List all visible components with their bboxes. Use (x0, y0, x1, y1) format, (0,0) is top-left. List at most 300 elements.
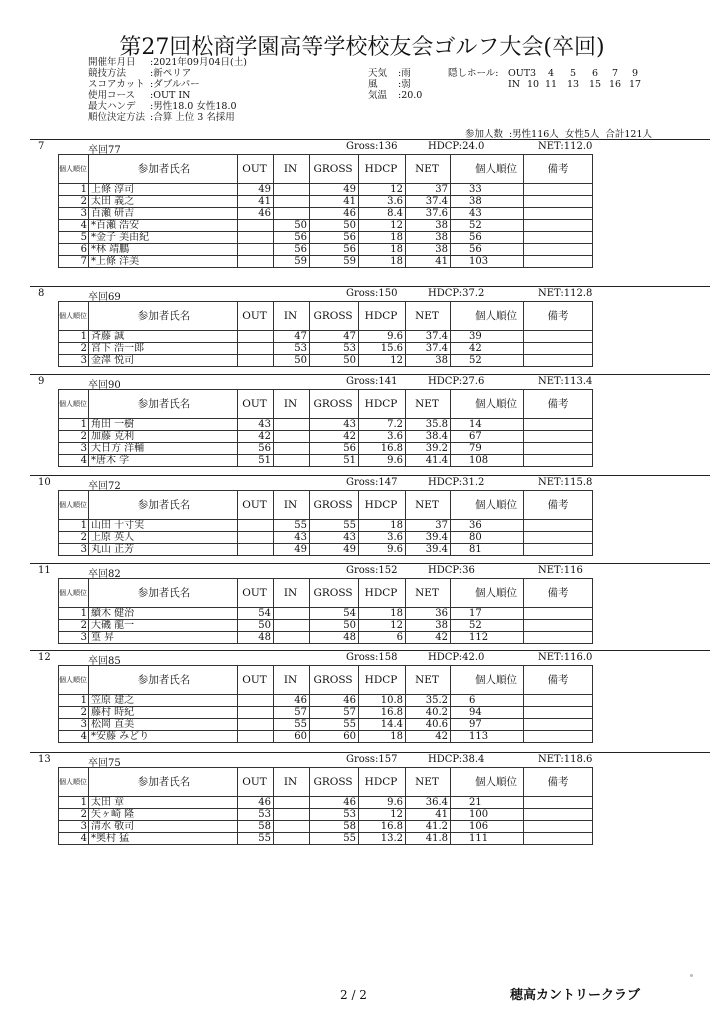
player-name: 宮下 浩一郎 (89, 343, 238, 355)
header-net: NET (406, 155, 451, 184)
player-name: 大磯 龍一 (89, 620, 238, 632)
team-name: 卒回72 (88, 481, 121, 492)
individual-rank: 33 (451, 184, 524, 196)
info-score-cut: スコアカット :ダブルパー (88, 79, 200, 90)
player-number: 2 (59, 343, 89, 355)
net-score: 35.8 (406, 419, 451, 431)
header-gross: GROSS (310, 768, 359, 797)
gross-score: 55 (310, 719, 359, 731)
player-number: 3 (59, 355, 89, 367)
player-name: 太田 章 (89, 797, 238, 809)
header-name: 参加者氏名 (89, 491, 238, 520)
individual-rank: 103 (451, 256, 524, 268)
score-table (58, 154, 593, 268)
table-row (59, 443, 593, 455)
player-number: 3 (59, 719, 89, 731)
in-score (274, 797, 310, 809)
hdcp: 12 (359, 184, 406, 196)
note (524, 196, 593, 208)
gross-score: 60 (310, 731, 359, 743)
note (524, 731, 593, 743)
header-gross: GROSS (310, 302, 359, 331)
header-gross: GROSS (310, 579, 359, 608)
player-number: 3 (59, 544, 89, 556)
out-score (238, 520, 274, 532)
gross-score: 46 (310, 208, 359, 220)
player-number: 1 (59, 695, 89, 707)
out-score (238, 331, 274, 343)
note (524, 443, 593, 455)
net-score: 38 (406, 355, 451, 367)
gross-score: 56 (310, 232, 359, 244)
participant-count: 参加人数 :男性116人 女性5人 合計121人 (464, 129, 652, 140)
net-score: 36 (406, 608, 451, 620)
team-rank: 13 (38, 754, 51, 765)
player-name: *上條 洋美 (89, 256, 238, 268)
header-hdcp: HDCP (359, 302, 406, 331)
hdcp: 12 (359, 809, 406, 821)
net-score: 38 (406, 220, 451, 232)
hdcp: 16.8 (359, 443, 406, 455)
score-table (58, 578, 593, 644)
net-score: 41.2 (406, 821, 451, 833)
note (524, 184, 593, 196)
player-number: 2 (59, 620, 89, 632)
hdcp: 15.6 (359, 343, 406, 355)
team-header (30, 375, 710, 389)
in-score (274, 620, 310, 632)
temperature: 気温 :20.0 (368, 90, 423, 101)
net-score: 36.4 (406, 797, 451, 809)
team-block (30, 752, 710, 844)
out-score: 48 (238, 632, 274, 644)
team-rank: 9 (38, 376, 45, 387)
gross-score: 53 (310, 343, 359, 355)
gross-score: 41 (310, 196, 359, 208)
player-number: 1 (59, 331, 89, 343)
player-number: 3 (59, 443, 89, 455)
hdcp: 16.8 (359, 707, 406, 719)
header-in: IN (274, 491, 310, 520)
net-score: 35.2 (406, 695, 451, 707)
score-table (58, 389, 593, 467)
out-score (238, 731, 274, 743)
hdcp: 9.6 (359, 455, 406, 467)
table-header-row (59, 579, 593, 608)
note (524, 719, 593, 731)
net-score: 38 (406, 232, 451, 244)
club-name: 穂高カントリークラブ (510, 988, 641, 1003)
note (524, 220, 593, 232)
info-max-handicap: 最大ハンデ :男性18.0 女性18.0 (88, 101, 237, 112)
individual-rank: 56 (451, 244, 524, 256)
in-score (274, 809, 310, 821)
team-name: 卒回85 (88, 656, 121, 667)
individual-rank: 80 (451, 532, 524, 544)
net-score: 42 (406, 731, 451, 743)
in-score (274, 431, 310, 443)
table-row (59, 731, 593, 743)
player-number: 2 (59, 707, 89, 719)
header-rank: 個人順位 (59, 491, 89, 520)
in-score (274, 443, 310, 455)
player-number: 1 (59, 184, 89, 196)
info-method: 競技方法 :新ペリア (88, 68, 192, 79)
note (524, 232, 593, 244)
hdcp: 12 (359, 220, 406, 232)
header-hdcp: HDCP (359, 390, 406, 419)
table-header-row (59, 768, 593, 797)
hdcp: 9.6 (359, 797, 406, 809)
out-score: 46 (238, 208, 274, 220)
out-score (238, 695, 274, 707)
gross-score: 54 (310, 608, 359, 620)
header-hdcp: HDCP (359, 579, 406, 608)
player-number: 6 (59, 244, 89, 256)
team-name: 卒回75 (88, 758, 121, 769)
individual-rank: 52 (451, 620, 524, 632)
gross-score: 59 (310, 256, 359, 268)
team-hdcp: HDCP:27.6 (428, 376, 485, 387)
player-number: 3 (59, 821, 89, 833)
player-name: 笠原 建之 (89, 695, 238, 707)
player-number: 4 (59, 731, 89, 743)
team-block (30, 475, 710, 555)
header-indiv-rank: 個人順位 (451, 302, 524, 331)
hdcp: 13.2 (359, 833, 406, 845)
individual-rank: 52 (451, 220, 524, 232)
header-indiv-rank: 個人順位 (451, 491, 524, 520)
net-score: 37 (406, 184, 451, 196)
team-name: 卒回69 (88, 292, 121, 303)
individual-rank: 21 (451, 797, 524, 809)
gross-score: 48 (310, 632, 359, 644)
individual-rank: 36 (451, 520, 524, 532)
note (524, 532, 593, 544)
header-note: 備考 (524, 768, 593, 797)
in-score: 50 (274, 220, 310, 232)
player-number: 2 (59, 431, 89, 443)
header-name: 参加者氏名 (89, 390, 238, 419)
header-net: NET (406, 390, 451, 419)
player-name: *奥村 猛 (89, 833, 238, 845)
team-hdcp: HDCP:42.0 (428, 652, 485, 663)
team-header (30, 753, 710, 767)
out-score: 42 (238, 431, 274, 443)
individual-rank: 43 (451, 208, 524, 220)
table-header-row (59, 390, 593, 419)
note (524, 833, 593, 845)
header-out: OUT (238, 302, 274, 331)
note (524, 821, 593, 833)
hdcp: 3.6 (359, 196, 406, 208)
hdcp: 18 (359, 256, 406, 268)
individual-rank: 14 (451, 419, 524, 431)
header-rank: 個人順位 (59, 155, 89, 184)
score-table (58, 767, 593, 845)
gross-score: 46 (310, 695, 359, 707)
player-number: 4 (59, 220, 89, 232)
team-net: NET:116 (538, 565, 583, 576)
player-number: 1 (59, 797, 89, 809)
table-row (59, 232, 593, 244)
player-name: *金子 美由紀 (89, 232, 238, 244)
player-name: 松岡 直美 (89, 719, 238, 731)
team-name: 卒回77 (88, 145, 121, 156)
team-net: NET:112.0 (538, 141, 593, 152)
gross-score: 43 (310, 532, 359, 544)
player-number: 1 (59, 419, 89, 431)
table-header-row (59, 666, 593, 695)
header-hdcp: HDCP (359, 666, 406, 695)
individual-rank: 39 (451, 331, 524, 343)
header-gross: GROSS (310, 666, 359, 695)
table-row (59, 355, 593, 367)
out-score: 49 (238, 184, 274, 196)
table-row (59, 431, 593, 443)
team-gross: Gross:150 (346, 288, 398, 299)
out-score: 54 (238, 608, 274, 620)
page-number: 2 / 2 (340, 988, 367, 1002)
team-rank: 11 (38, 565, 51, 576)
info-ranking-method: 順位決定方法 :合算 上位 3 名採用 (88, 112, 235, 123)
player-name: 角田 一樹 (89, 419, 238, 431)
team-block (30, 563, 710, 643)
in-score: 47 (274, 331, 310, 343)
header-out: OUT (238, 666, 274, 695)
in-score: 56 (274, 244, 310, 256)
header-indiv-rank: 個人順位 (451, 155, 524, 184)
table-row (59, 632, 593, 644)
team-gross: Gross:152 (346, 565, 398, 576)
header-hdcp: HDCP (359, 155, 406, 184)
in-score: 49 (274, 544, 310, 556)
header-net: NET (406, 579, 451, 608)
player-name: 篁 昇 (89, 632, 238, 644)
team-rank: 10 (38, 477, 51, 488)
out-score (238, 355, 274, 367)
table-row (59, 809, 593, 821)
header-out: OUT (238, 768, 274, 797)
gross-score: 57 (310, 707, 359, 719)
team-block (30, 286, 710, 366)
team-gross: Gross:147 (346, 477, 398, 488)
player-name: 斉藤 誠 (89, 331, 238, 343)
player-name: *林 靖鵬 (89, 244, 238, 256)
team-net: NET:115.8 (538, 477, 593, 488)
header-note: 備考 (524, 491, 593, 520)
player-name: 百瀬 研吉 (89, 208, 238, 220)
note (524, 244, 593, 256)
team-block (30, 650, 710, 742)
gross-score: 50 (310, 355, 359, 367)
header-in: IN (274, 579, 310, 608)
out-score: 41 (238, 196, 274, 208)
header-indiv-rank: 個人順位 (451, 579, 524, 608)
header-name: 参加者氏名 (89, 302, 238, 331)
table-row (59, 343, 593, 355)
player-number: 7 (59, 256, 89, 268)
in-score (274, 196, 310, 208)
note (524, 431, 593, 443)
team-header (30, 564, 710, 578)
gross-score: 51 (310, 455, 359, 467)
gross-score: 50 (310, 220, 359, 232)
out-score: 56 (238, 443, 274, 455)
note (524, 455, 593, 467)
net-score: 42 (406, 632, 451, 644)
header-name: 参加者氏名 (89, 155, 238, 184)
note (524, 620, 593, 632)
in-score: 43 (274, 532, 310, 544)
out-score: 58 (238, 821, 274, 833)
net-score: 40.2 (406, 707, 451, 719)
in-score: 55 (274, 520, 310, 532)
in-score (274, 184, 310, 196)
header-in: IN (274, 155, 310, 184)
hdcp: 12 (359, 355, 406, 367)
table-row (59, 244, 593, 256)
team-net: NET:112.8 (538, 288, 593, 299)
individual-rank: 106 (451, 821, 524, 833)
in-score (274, 208, 310, 220)
in-score (274, 833, 310, 845)
hdcp: 18 (359, 232, 406, 244)
net-score: 41 (406, 256, 451, 268)
header-gross: GROSS (310, 390, 359, 419)
player-name: 加藤 克利 (89, 431, 238, 443)
note (524, 608, 593, 620)
player-number: 1 (59, 608, 89, 620)
note (524, 544, 593, 556)
note (524, 520, 593, 532)
out-score (238, 220, 274, 232)
scan-speck (690, 974, 693, 977)
table-row (59, 797, 593, 809)
header-in: IN (274, 666, 310, 695)
note (524, 695, 593, 707)
individual-rank: 81 (451, 544, 524, 556)
individual-rank: 56 (451, 232, 524, 244)
player-name: 大日方 洋輔 (89, 443, 238, 455)
gross-score: 49 (310, 544, 359, 556)
player-number: 3 (59, 208, 89, 220)
individual-rank: 42 (451, 343, 524, 355)
team-hdcp: HDCP:38.4 (428, 754, 485, 765)
gross-score: 46 (310, 797, 359, 809)
team-gross: Gross:136 (346, 141, 398, 152)
team-block (30, 374, 710, 466)
out-score: 55 (238, 833, 274, 845)
individual-rank: 79 (451, 443, 524, 455)
player-name: 藤村 時紀 (89, 707, 238, 719)
gross-score: 43 (310, 419, 359, 431)
hdcp: 8.4 (359, 208, 406, 220)
gross-score: 56 (310, 244, 359, 256)
wind: 風 :弱 (368, 79, 411, 90)
table-header-row (59, 155, 593, 184)
team-gross: Gross:141 (346, 376, 398, 387)
gross-score: 47 (310, 331, 359, 343)
table-row (59, 184, 593, 196)
net-score: 39.4 (406, 532, 451, 544)
team-hdcp: HDCP:31.2 (428, 477, 485, 488)
note (524, 208, 593, 220)
out-score (238, 532, 274, 544)
hdcp: 10.8 (359, 695, 406, 707)
player-number: 2 (59, 532, 89, 544)
header-rank: 個人順位 (59, 768, 89, 797)
out-score (238, 244, 274, 256)
individual-rank: 113 (451, 731, 524, 743)
note (524, 809, 593, 821)
individual-rank: 111 (451, 833, 524, 845)
player-number: 4 (59, 833, 89, 845)
header-hdcp: HDCP (359, 491, 406, 520)
net-score: 41.4 (406, 455, 451, 467)
info-course: 使用コース :OUT IN (88, 90, 191, 101)
player-number: 3 (59, 632, 89, 644)
team-name: 卒回90 (88, 380, 121, 391)
hdcp: 12 (359, 620, 406, 632)
table-row (59, 833, 593, 845)
gross-score: 53 (310, 809, 359, 821)
header-net: NET (406, 666, 451, 695)
player-name: 續木 健治 (89, 608, 238, 620)
weather: 天気 :雨 (368, 68, 411, 79)
out-score: 50 (238, 620, 274, 632)
header-note: 備考 (524, 155, 593, 184)
net-score: 37.4 (406, 343, 451, 355)
team-name: 卒回82 (88, 569, 121, 580)
net-score: 39.2 (406, 443, 451, 455)
document-title: 第27回松商学園高等学校校友会ゴルフ大会(卒回) (119, 35, 605, 60)
net-score: 38 (406, 244, 451, 256)
table-row (59, 331, 593, 343)
header-gross: GROSS (310, 155, 359, 184)
out-score (238, 544, 274, 556)
table-row (59, 220, 593, 232)
gross-score: 58 (310, 821, 359, 833)
header-note: 備考 (524, 666, 593, 695)
gross-score: 49 (310, 184, 359, 196)
table-row (59, 196, 593, 208)
team-gross: Gross:157 (346, 754, 398, 765)
gross-score: 55 (310, 833, 359, 845)
hdcp: 9.6 (359, 544, 406, 556)
team-hdcp: HDCP:24.0 (428, 141, 485, 152)
table-row (59, 532, 593, 544)
team-rank: 8 (38, 288, 45, 299)
hdcp: 16.8 (359, 821, 406, 833)
out-score (238, 256, 274, 268)
net-score: 41 (406, 809, 451, 821)
in-score (274, 821, 310, 833)
header-name: 参加者氏名 (89, 768, 238, 797)
player-name: 上原 英人 (89, 532, 238, 544)
header-rank: 個人順位 (59, 302, 89, 331)
header-gross: GROSS (310, 491, 359, 520)
player-number: 2 (59, 196, 89, 208)
in-score: 56 (274, 232, 310, 244)
individual-rank: 94 (451, 707, 524, 719)
score-table (58, 665, 593, 743)
player-name: 丸山 正芳 (89, 544, 238, 556)
team-net: NET:116.0 (538, 652, 593, 663)
team-rank: 7 (38, 141, 45, 152)
in-score (274, 455, 310, 467)
table-row (59, 821, 593, 833)
